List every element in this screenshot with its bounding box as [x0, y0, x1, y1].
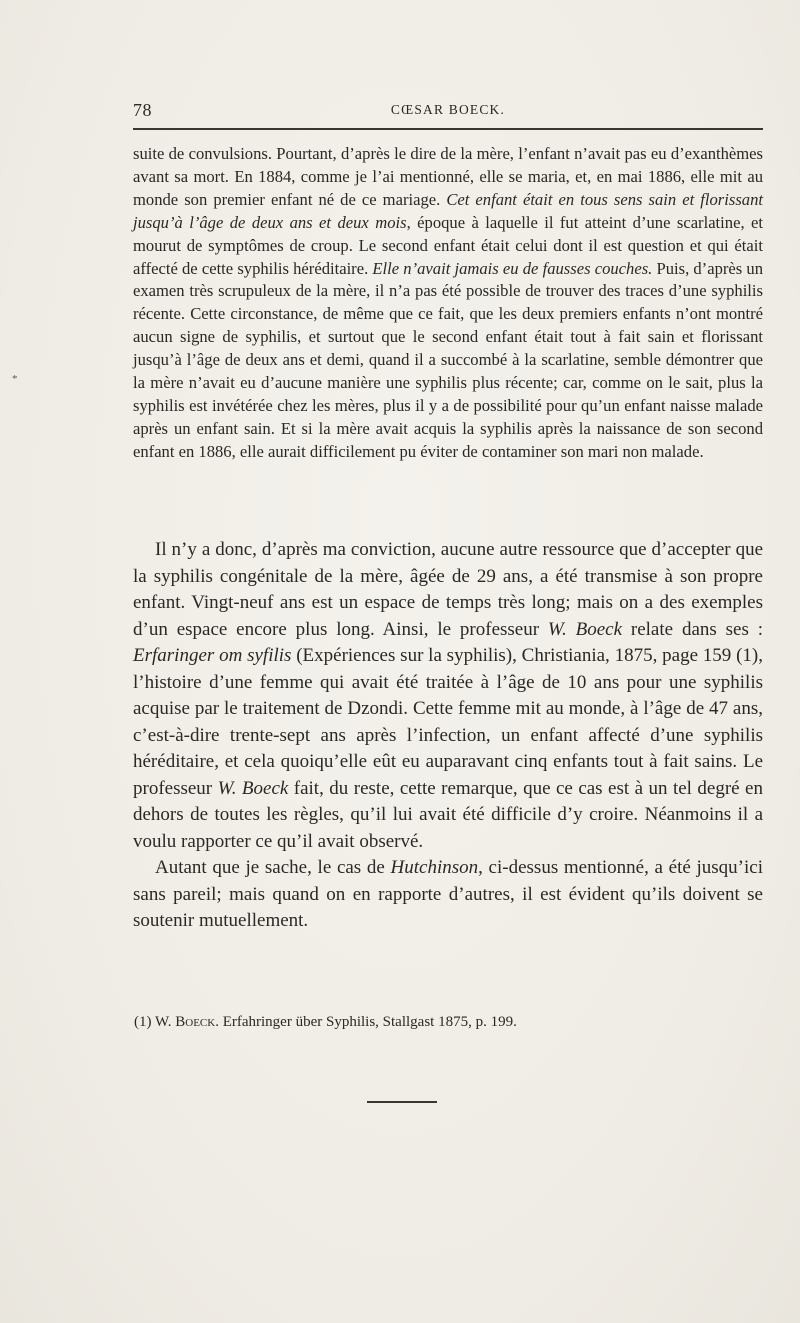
p1-text-1: suite de convulsions. Pourtant, d’après le dire de la mère, l’enfant n’avait pas eu d’exanthèmes avant sa mort. En 1884, comme je l’ai mentionné, elle se maria, et, en mai 1886, elle mit au monde son premier enfant né de ce mariage.: [133, 144, 763, 209]
p1-text-2: , époque à laquelle il fut atteint d’une scarlatine, et mourut de symptômes de croup. Le second enfant était celui dont il est question et qui était affecté de cette syphilis héréditaire.: [133, 212, 763, 278]
p3-text-1: Autant que je sache, le cas de: [155, 857, 391, 878]
end-rule: [367, 1101, 437, 1103]
p2-text-1: Il n’y a donc, d’après ma conviction, aucune autre ressource que d’accepter que la syphilis congénitale de la mère, âgée de 29 ans, a été transmise à son propre enfant. Vingt-neuf ans est un espace de temps très long; mais on a des exemples d’un espace encore plus long. Ainsi, le professeur: [133, 539, 763, 640]
running-head: [133, 100, 763, 122]
main-text: [133, 537, 763, 935]
paragraph-3: [133, 855, 763, 935]
p1-text-3: Puis, d’après un examen très scrupuleux de la mère, il n’a pas été possible de trouver des traces d’une syphilis récente. Cette circonstance, de même que ce fait, que les deux premiers enfants n’ont montré aucun signe de syphilis, et surtout que le second enfant était tout à fait sain et florissant jusqu’à l’âge de deux ans et demi, quand il a succombé à la scarlatine, semble démontrer que la mère n’avait eu d’aucune manière une syphilis plus récente; car, comme on le sait, plus la syphilis est invétérée chez les mères, plus il y a de possibilité pour qu’un enfant naisse malade après un enfant sain. Et si la mère avait acquis la syphilis après la naissance de son second enfant en 1886, elle aurait difficilement pu éviter de contaminer son mari non malade.: [133, 258, 763, 461]
footnote-marker: (1) W.: [134, 1014, 176, 1030]
p3-italic-1: Hutchinson: [390, 857, 479, 878]
page-number: 78: [133, 100, 152, 120]
p1-italic-2: Elle n’avait jamais eu de fausses couches.: [372, 258, 653, 278]
p2-text-2: relate dans ses :: [622, 618, 763, 640]
p2-text-4: fait, du reste, cette remarque, que ce cas est à un tel degré en dehors de toutes les règles, qu’il lui avait été difficile d’y croire. Néanmoins il a voulu rapporter ce qu’il avait observé.: [133, 777, 763, 852]
margin-mark: *: [12, 373, 18, 385]
p2-italic-3: W. Boeck: [217, 777, 289, 799]
header-rule: [133, 128, 763, 130]
running-title: CŒSAR BOECK.: [390, 102, 506, 117]
paragraph-2: [133, 537, 763, 855]
footnote-author: Boeck: [175, 1014, 216, 1030]
footnote: [133, 1012, 763, 1032]
p2-italic-1: W. Boeck: [547, 618, 623, 640]
footnote-text: . Erfahringer über Syphilis, Stallgast 1875, p. 199.: [215, 1014, 517, 1030]
p3-text-2: , ci-dessus mentionné, a été jusqu’ici sans pareil; mais quand on en rapporte d’autres, il est évident qu’ils doivent se soutenir mutuellement.: [133, 857, 763, 931]
paragraph-1: [133, 143, 763, 464]
p2-italic-2: Erfaringer om syfilis: [133, 645, 292, 666]
p1-italic-1: Cet enfant était en tous sens sain et florissant jusqu’à l’âge de deux ans et deux mois: [133, 189, 763, 232]
paragraph-small-print: [133, 143, 763, 464]
p2-text-3: (Expériences sur la syphilis), Christiania, 1875, page 159 (1), l’histoire d’une femme qui avait été traitée à l’âge de 10 ans pour une syphilis acquise par le traitement de Dzondi. Cette femme mit au monde, à l’âge de 47 ans, c’est-à-dire trente-sept ans après l’infection, un enfant affecté d’une syphilis héréditaire, et cela quoiqu’elle eût eu auparavant cinq enfants tout à fait sains. Le professeur: [133, 645, 763, 799]
